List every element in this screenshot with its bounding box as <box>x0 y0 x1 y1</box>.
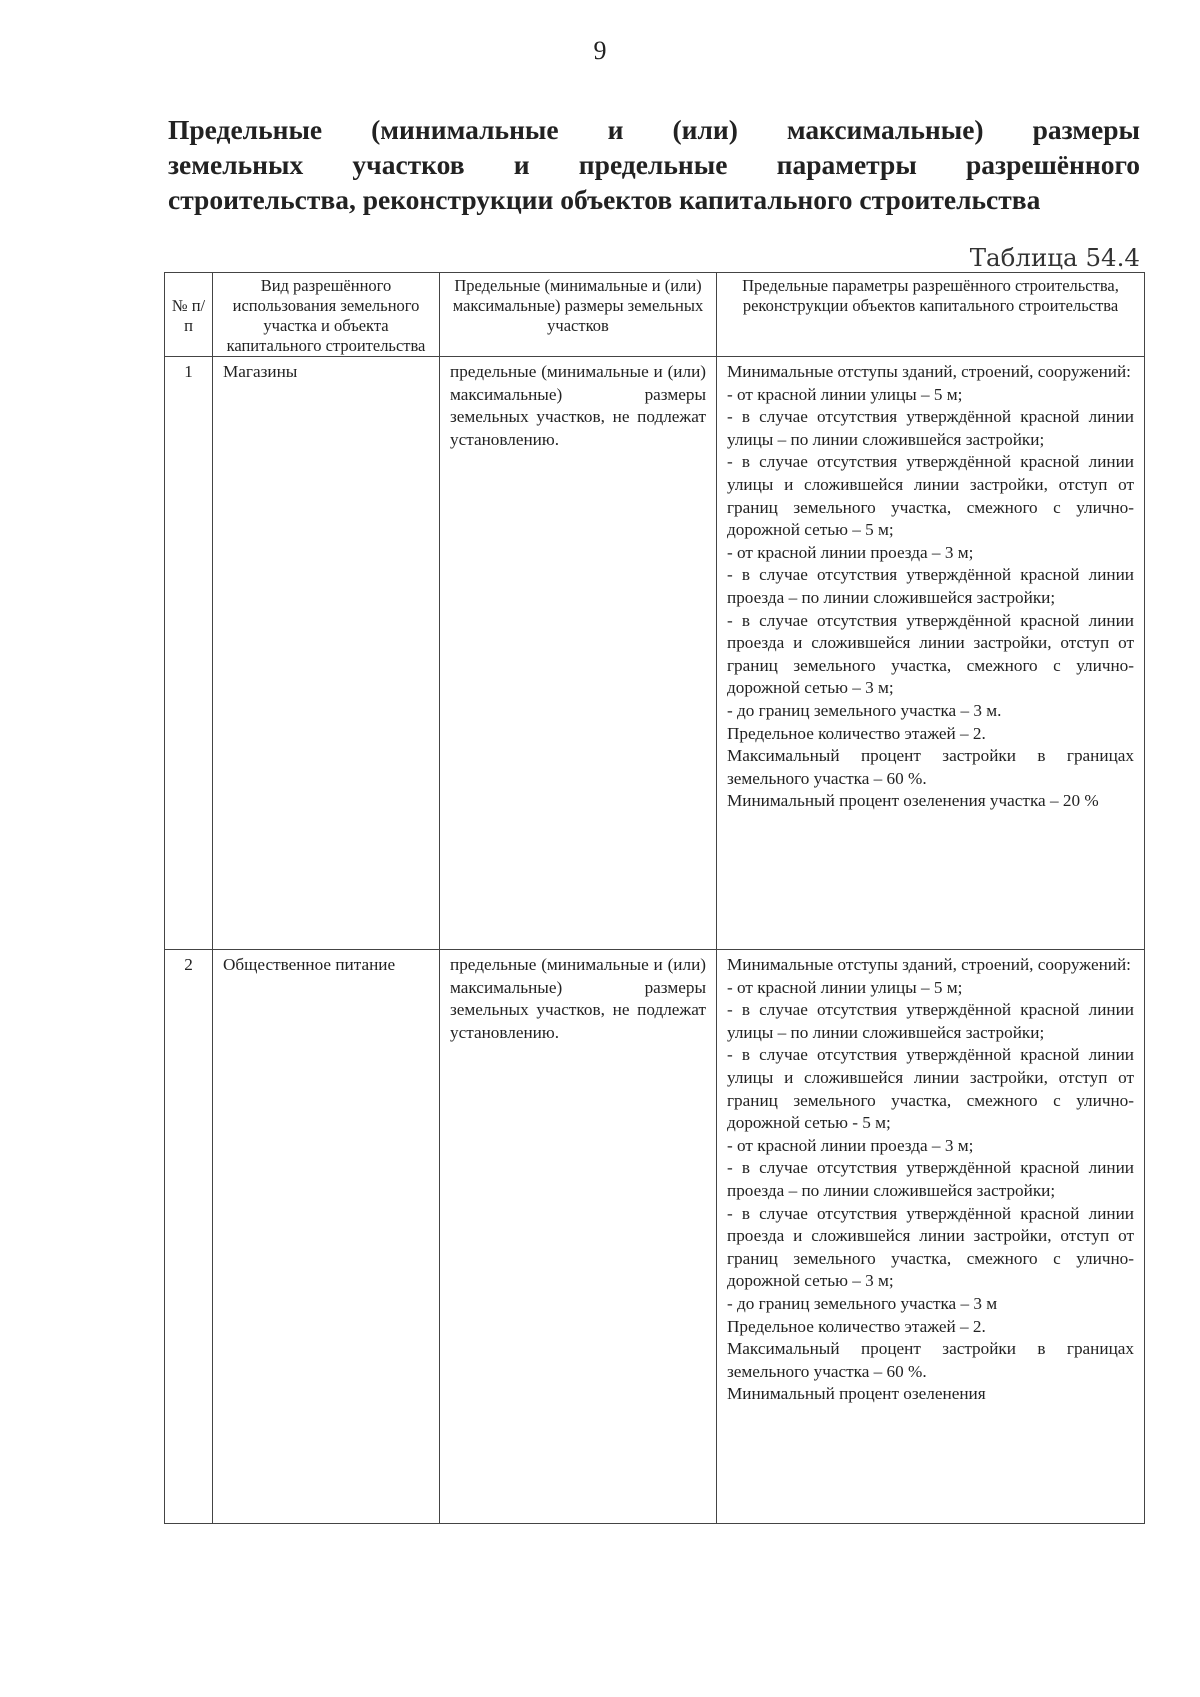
param-line: Минимальный процент озеленения участка – 20 % <box>727 791 1099 811</box>
header-use: Вид разрешённого использования земельного участка и объекта капитального строительства <box>213 273 440 357</box>
table-row <box>165 357 1145 950</box>
param-line: - в случае отсутствия утверждённой красной линии проезда и сложившейся линии застройки, отступ от границ земельного участка, смежного с улично-дорожной сетью – 3 м; <box>727 610 1134 698</box>
header-num: № п/п <box>165 273 213 357</box>
header-params: Предельные параметры разрешённого строительства, реконструкции объектов капитального строительства <box>717 273 1145 357</box>
param-line: Минимальные отступы зданий, строений, сооружений: <box>727 955 1131 974</box>
title-line-3: строительства, реконструкции объектов капитального строительства <box>168 184 1041 215</box>
param-line: Минимальные отступы зданий, строений, сооружений: <box>727 362 1131 381</box>
param-line: - в случае отсутствия утверждённой красной линии проезда – по линии сложившейся застройки; <box>727 565 1134 607</box>
row-plot-sizes: предельные (минимальные и (или) максимальные) размеры земельных участков, не подлежат установлению. <box>440 357 717 950</box>
table-row <box>165 950 1145 1524</box>
document-title <box>168 112 1140 217</box>
param-line: - от красной линии улицы – 5 м; <box>727 977 963 997</box>
row-use-type: Общественное питание <box>213 950 440 1524</box>
parameters-table <box>164 272 1145 1524</box>
row-number: 2 <box>165 950 213 1524</box>
param-line: - от красной линии улицы – 5 м; <box>727 384 963 404</box>
table-header-row <box>165 273 1145 357</box>
param-line: - от красной линии проезда – 3 м; <box>727 1135 974 1155</box>
table-label: Таблица 54.4 <box>969 243 1140 272</box>
param-line: - в случае отсутствия утверждённой красной линии улицы и сложившейся линии застройки, отступ от границ земельного участка, смежного с улично-дорожной сетью - 5 м; <box>727 1045 1134 1133</box>
row-build-params <box>717 357 1145 950</box>
param-line: - в случае отсутствия утверждённой красной линии проезда – по линии сложившейся застройки; <box>727 1158 1134 1200</box>
row-use-type: Магазины <box>213 357 440 950</box>
page-number: 9 <box>593 36 607 65</box>
param-line: - от красной линии проезда – 3 м; <box>727 542 974 562</box>
param-line: Максимальный процент застройки в границах земельного участка – 60 %. <box>727 1339 1134 1381</box>
row-build-params <box>717 950 1145 1524</box>
header-sizes: Предельные (минимальные и (или) максимальные) размеры земельных участков <box>440 273 717 357</box>
param-line: - до границ земельного участка – 3 м <box>727 1293 998 1313</box>
param-line: - в случае отсутствия утверждённой красной линии улицы – по линии сложившейся застройки; <box>727 407 1134 449</box>
param-line: - в случае отсутствия утверждённой красной линии проезда и сложившейся линии застройки, отступ от границ земельного участка, смежного с улично-дорожной сетью – 3 м; <box>727 1203 1134 1291</box>
param-line: - в случае отсутствия утверждённой красной линии улицы и сложившейся линии застройки, отступ от границ земельного участка, смежного с улично-дорожной сетью – 5 м; <box>727 452 1134 540</box>
title-line-1: Предельные (минимальные и (или) максимальные) размеры <box>168 114 1140 145</box>
param-line: Предельное количество этажей – 2. <box>727 1316 986 1336</box>
param-line: Минимальный процент озеленения <box>727 1384 986 1404</box>
param-line: Максимальный процент застройки в границах земельного участка – 60 %. <box>727 746 1134 788</box>
param-line: - в случае отсутствия утверждённой красной линии улицы – по линии сложившейся застройки; <box>727 1000 1134 1042</box>
param-line: Предельное количество этажей – 2. <box>727 723 986 743</box>
row-plot-sizes: предельные (минимальные и (или) максимальные) размеры земельных участков, не подлежат установлению. <box>440 950 717 1524</box>
row-number: 1 <box>165 357 213 950</box>
param-line: - до границ земельного участка – 3 м. <box>727 700 1002 720</box>
title-line-2: земельных участков и предельные параметры разрешённого <box>168 149 1140 180</box>
